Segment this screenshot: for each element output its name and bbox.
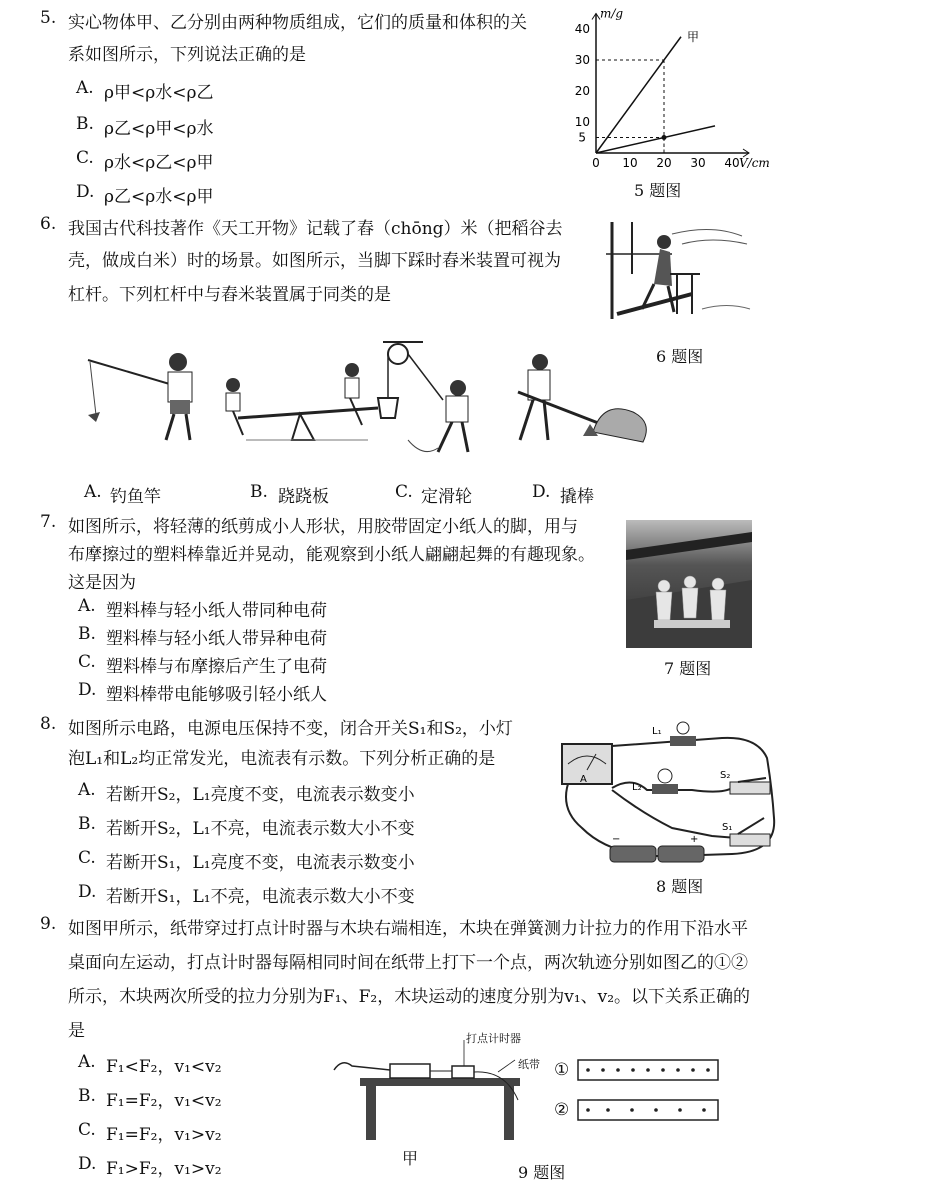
q6-option-a-label: A. <box>84 482 102 502</box>
q8-option-c-label: C. <box>78 848 96 868</box>
q9-line2: 桌面向左运动，打点计时器每隔相同时间在纸带上打下一个点，两次轨迹分别如图乙的①② <box>68 953 748 973</box>
q6-line2: 壳，做成白米）时的场景。如图所示，当脚下踩时舂米装置可视为 <box>68 251 561 271</box>
q9-option-c-text: F₁=F₂，v₁>v₂ <box>106 1125 222 1145</box>
q6-option-c-text: 定滑轮 <box>421 487 472 507</box>
q9-figure-jia <box>330 1030 550 1150</box>
q9-number: 9. <box>40 914 57 934</box>
q7-caption: 7 题图 <box>664 659 712 678</box>
fishing-rod-figure <box>88 353 192 440</box>
q6-option-d-label: D. <box>532 482 551 502</box>
q8-option-a-label: A. <box>78 780 96 800</box>
y-tick-label: 40 <box>574 22 590 36</box>
q8-number: 8. <box>40 714 57 734</box>
y-axis-label: m/g <box>600 8 624 21</box>
l1-label: L₁ <box>652 726 662 737</box>
q5-option-c-text: ρ水<ρ乙<ρ甲 <box>104 153 214 173</box>
q9-option-b-text: F₁=F₂，v₁<v₂ <box>106 1091 222 1111</box>
q9-option-a-text: F₁<F₂，v₁<v₂ <box>106 1057 222 1077</box>
q9-option-a-label: A. <box>78 1052 96 1072</box>
q8-option-a-text: 若断开S₂，L₁亮度不变，电流表示数变小 <box>106 785 415 805</box>
q6-line3: 杠杆。下列杠杆中与舂米装置属于同类的是 <box>68 285 391 305</box>
q8-option-d-label: D. <box>78 882 97 902</box>
q8-line1: 如图所示电路，电源电压保持不变，闭合开关S₁和S₂，小灯 <box>68 719 513 739</box>
q8-circuit-diagram <box>552 718 792 868</box>
q8-line2: 泡L₁和L₂均正常发光，电流表有示数。下列分析正确的是 <box>68 749 496 769</box>
rice-pounding-illustration <box>602 214 752 326</box>
q7-option-b-text: 塑料棒与轻小纸人带异种电荷 <box>106 629 327 649</box>
series-line-yi <box>596 126 715 153</box>
q8-option-c-text: 若断开S₁，L₁亮度不变，电流表示数变小 <box>106 853 415 873</box>
l2-label: L₂ <box>632 782 642 793</box>
q9-option-d-label: D. <box>78 1154 97 1174</box>
series-label-jia: 甲 <box>687 29 700 44</box>
q9-option-b-label: B. <box>78 1086 96 1106</box>
q5-line2: 系如图所示，下列说法正确的是 <box>68 45 306 65</box>
q9-line1: 如图甲所示，纸带穿过打点计时器与木块右端相连，木块在弹簧测力计拉力的作用下沿水平 <box>68 919 748 939</box>
q5-number: 5. <box>40 8 57 28</box>
q6-option-d-text: 撬棒 <box>560 487 594 507</box>
q7-line2: 布摩擦过的塑料棒靠近并晃动，能观察到小纸人翩翩起舞的有趣现象。 <box>68 545 595 565</box>
q6-number: 6. <box>40 214 57 234</box>
x-tick-label: 20 <box>656 156 672 170</box>
bulb-l2-icon <box>652 769 678 794</box>
q5-option-d-label: D. <box>76 182 95 202</box>
q5-option-b-label: B. <box>76 114 94 134</box>
q9-line3: 所示，木块两次所受的拉力分别为F₁、F₂，木块运动的速度分别为v₁、v₂。以下关系正确的 <box>68 987 751 1007</box>
tape-label: 纸带 <box>518 1058 540 1071</box>
q8-option-b-text: 若断开S₂，L₁不亮，电流表示数大小不变 <box>106 819 415 839</box>
series-line-jia <box>596 37 681 153</box>
q7-option-a-label: A. <box>78 596 96 616</box>
q7-line1: 如图所示，将轻薄的纸剪成小人形状，用胶带固定小纸人的脚，用与 <box>68 517 578 537</box>
q5-option-a-text: ρ甲<ρ水<ρ乙 <box>104 83 214 103</box>
track-1-label: ① <box>554 1060 570 1080</box>
q6-option-a-text: 钓鱼竿 <box>110 487 161 507</box>
switch-s2-icon <box>730 778 770 794</box>
q6-option-b-label: B. <box>250 482 268 502</box>
x-tick-label: 30 <box>690 156 706 170</box>
track-2-label: ② <box>554 1100 570 1120</box>
q9-caption: 9 题图 <box>518 1163 566 1182</box>
q7-option-a-text: 塑料棒与轻小纸人带同种电荷 <box>106 601 327 621</box>
q5-mass-volume-chart <box>560 8 790 173</box>
s1-label: S₁ <box>722 822 733 833</box>
switch-s1-icon <box>730 818 770 846</box>
y-tick-label-5: 5 <box>578 130 586 145</box>
battery-minus-label: − <box>612 834 621 845</box>
q6-option-b-text: 跷跷板 <box>278 487 329 507</box>
q8-option-d-text: 若断开S₁，L₁不亮，电流表示数大小不变 <box>106 887 415 907</box>
q6-line1: 我国古代科技著作《天工开物》记载了舂（chōng）米（把稻谷去 <box>68 219 563 239</box>
q9-option-d-text: F₁>F₂，v₁>v₂ <box>106 1159 222 1179</box>
q7-line3: 这是因为 <box>68 573 136 593</box>
q9-tape-tracks <box>576 1058 724 1126</box>
jia-label: 甲 <box>402 1149 419 1168</box>
q6-option-c-label: C. <box>395 482 413 502</box>
y-tick-label: 10 <box>574 115 590 129</box>
seesaw-figure <box>226 363 378 440</box>
x-tick-label: 0 <box>592 156 600 170</box>
q5-option-c-label: C. <box>76 148 94 168</box>
q9-option-c-label: C. <box>78 1120 96 1140</box>
battery-icon <box>610 846 704 862</box>
ammeter-icon <box>562 744 612 784</box>
q5-option-a-label: A. <box>76 78 94 98</box>
x-tick-label: 40 <box>724 156 740 170</box>
q6-caption: 6 题图 <box>656 347 704 366</box>
x-tick-label: 10 <box>622 156 638 170</box>
q7-option-b-label: B. <box>78 624 96 644</box>
q7-number: 7. <box>40 512 57 532</box>
lever-options-illustration <box>78 340 658 470</box>
bulb-l1-icon <box>670 722 696 746</box>
crowbar-figure <box>518 354 646 442</box>
data-point-yi <box>662 135 667 140</box>
ammeter-label: A <box>580 774 587 785</box>
q5-option-d-text: ρ乙<ρ水<ρ甲 <box>104 187 214 207</box>
q7-option-d-label: D. <box>78 680 97 700</box>
y-tick-label: 20 <box>574 84 590 98</box>
q5-option-b-text: ρ乙<ρ甲<ρ水 <box>104 119 214 139</box>
battery-plus-label: + <box>690 834 699 845</box>
q5-caption: 5 题图 <box>634 181 682 200</box>
timer-label: 打点计时器 <box>466 1032 521 1045</box>
q7-option-c-label: C. <box>78 652 96 672</box>
fixed-pulley-figure <box>378 342 468 452</box>
q9-line4: 是 <box>68 1021 85 1041</box>
q7-option-d-text: 塑料棒带电能够吸引轻小纸人 <box>106 685 327 705</box>
q7-option-c-text: 塑料棒与布摩擦后产生了电荷 <box>106 657 327 677</box>
q8-option-b-label: B. <box>78 814 96 834</box>
x-axis-label: V/cm <box>739 156 770 170</box>
y-tick-label: 30 <box>574 53 590 67</box>
q5-line1: 实心物体甲、乙分别由两种物质组成，它们的质量和体积的关 <box>68 13 527 33</box>
s2-label: S₂ <box>720 770 731 781</box>
q8-caption: 8 题图 <box>656 877 704 896</box>
paper-figures-photo <box>626 520 752 648</box>
